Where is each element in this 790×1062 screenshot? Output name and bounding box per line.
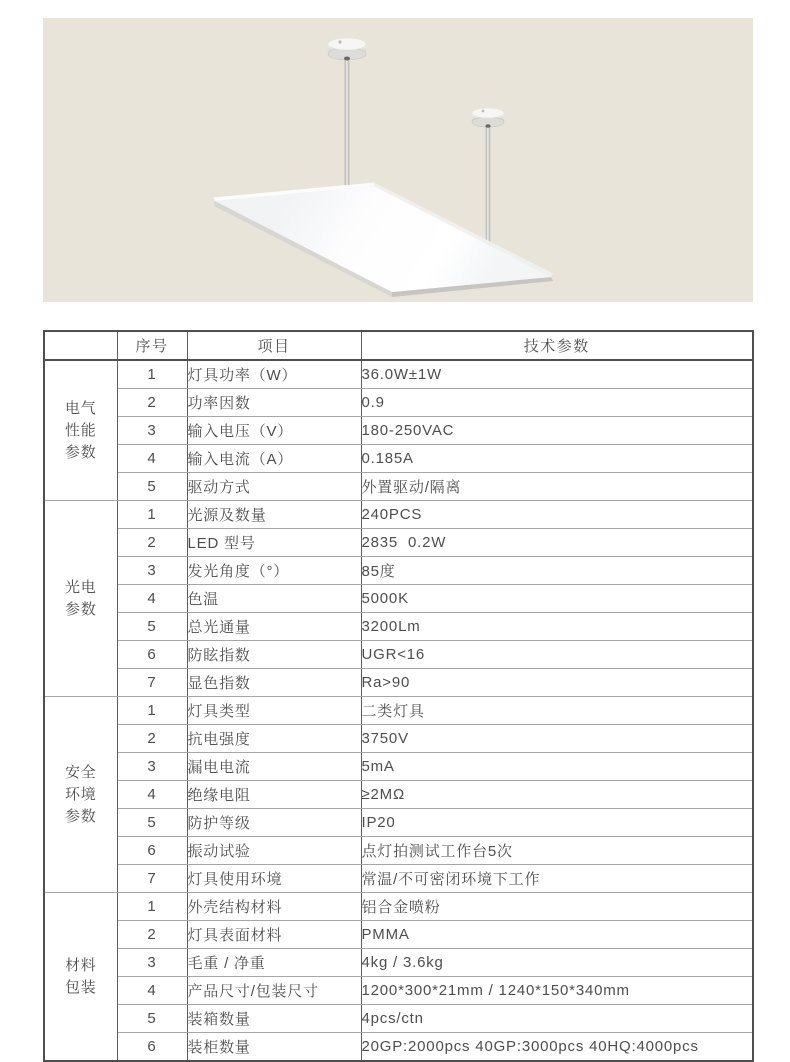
item-name-cell: 输入电压（V） — [187, 417, 361, 445]
value-cell: 0.185A — [361, 445, 753, 473]
table-row — [44, 585, 753, 613]
table-row — [44, 1033, 753, 1062]
table-row — [44, 697, 753, 725]
table-row — [44, 921, 753, 949]
item-name-cell: 显色指数 — [187, 669, 361, 697]
row-index-cell: 4 — [117, 977, 187, 1005]
spec-table — [43, 330, 754, 1062]
value-cell: 36.0W±1W — [361, 360, 753, 389]
value-cell: 4pcs/ctn — [361, 1005, 753, 1033]
value-cell: 外置驱动/隔离 — [361, 473, 753, 501]
value-cell: 5000K — [361, 585, 753, 613]
item-name-cell: 绝缘电阻 — [187, 781, 361, 809]
row-index-cell: 5 — [117, 473, 187, 501]
value-cell: 二类灯具 — [361, 697, 753, 725]
value-cell: 3750V — [361, 725, 753, 753]
table-row — [44, 781, 753, 809]
row-index-cell: 3 — [117, 753, 187, 781]
ceiling-mount-1 — [328, 38, 366, 61]
value-cell: 85度 — [361, 557, 753, 585]
item-name-cell: 外壳结构材料 — [187, 893, 361, 921]
value-cell: 20GP:2000pcs 40GP:3000pcs 40HQ:4000pcs — [361, 1033, 753, 1062]
table-row — [44, 360, 753, 389]
item-name-cell: 产品尺寸/包装尺寸 — [187, 977, 361, 1005]
header-cell-empty — [44, 331, 117, 360]
table-row — [44, 837, 753, 865]
table-row — [44, 529, 753, 557]
value-cell: 0.9 — [361, 389, 753, 417]
ceiling-mount-2 — [472, 108, 504, 128]
row-index-cell: 2 — [117, 921, 187, 949]
item-name-cell: 功率因数 — [187, 389, 361, 417]
value-cell: 2835 0.2W — [361, 529, 753, 557]
row-index-cell: 6 — [117, 1033, 187, 1062]
row-index-cell: 1 — [117, 360, 187, 389]
item-name-cell: 装箱数量 — [187, 1005, 361, 1033]
row-index-cell: 4 — [117, 585, 187, 613]
row-index-cell: 2 — [117, 529, 187, 557]
table-row — [44, 557, 753, 585]
item-name-cell: 振动试验 — [187, 837, 361, 865]
item-name-cell: 发光角度（°） — [187, 557, 361, 585]
group-label-cell: 安全 环境 参数 — [44, 697, 117, 893]
value-cell: 240PCS — [361, 501, 753, 529]
row-index-cell: 6 — [117, 837, 187, 865]
item-name-cell: 色温 — [187, 585, 361, 613]
table-row — [44, 1005, 753, 1033]
value-cell: 点灯拍测试工作台5次 — [361, 837, 753, 865]
suspension-rod-2 — [486, 116, 490, 247]
group-label-cell: 光电 参数 — [44, 501, 117, 697]
table-row — [44, 893, 753, 921]
row-index-cell: 7 — [117, 865, 187, 893]
item-name-cell: 毛重 / 净重 — [187, 949, 361, 977]
item-name-cell: 灯具功率（W） — [187, 360, 361, 389]
value-cell: UGR<16 — [361, 641, 753, 669]
row-index-cell: 7 — [117, 669, 187, 697]
item-name-cell: 灯具表面材料 — [187, 921, 361, 949]
row-index-cell: 4 — [117, 445, 187, 473]
row-index-cell: 4 — [117, 781, 187, 809]
row-index-cell: 1 — [117, 893, 187, 921]
value-cell: 1200*300*21mm / 1240*150*340mm — [361, 977, 753, 1005]
item-name-cell: 输入电流（A） — [187, 445, 361, 473]
item-name-cell: 驱动方式 — [187, 473, 361, 501]
row-index-cell: 6 — [117, 641, 187, 669]
header-cell-value: 技术参数 — [361, 331, 753, 360]
table-row — [44, 389, 753, 417]
table-row — [44, 809, 753, 837]
item-name-cell: 漏电电流 — [187, 753, 361, 781]
item-name-cell: 灯具类型 — [187, 697, 361, 725]
row-index-cell: 2 — [117, 725, 187, 753]
item-name-cell: 防眩指数 — [187, 641, 361, 669]
spec-table-body — [44, 360, 753, 1061]
led-panel-light-illustration — [43, 18, 753, 302]
value-cell: 铝合金喷粉 — [361, 893, 753, 921]
table-row — [44, 501, 753, 529]
row-index-cell: 5 — [117, 613, 187, 641]
item-name-cell: 防护等级 — [187, 809, 361, 837]
value-cell: Ra>90 — [361, 669, 753, 697]
table-row — [44, 641, 753, 669]
value-cell: 4kg / 3.6kg — [361, 949, 753, 977]
item-name-cell: 抗电强度 — [187, 725, 361, 753]
table-row — [44, 725, 753, 753]
row-index-cell: 3 — [117, 417, 187, 445]
value-cell: 180-250VAC — [361, 417, 753, 445]
table-header-row — [44, 331, 753, 360]
value-cell: PMMA — [361, 921, 753, 949]
value-cell: 5mA — [361, 753, 753, 781]
item-name-cell: 光源及数量 — [187, 501, 361, 529]
table-row — [44, 613, 753, 641]
group-label-cell: 材料 包装 — [44, 893, 117, 1062]
table-row — [44, 753, 753, 781]
item-name-cell: 总光通量 — [187, 613, 361, 641]
row-index-cell: 3 — [117, 557, 187, 585]
item-name-cell: 装柜数量 — [187, 1033, 361, 1062]
table-row — [44, 977, 753, 1005]
row-index-cell: 5 — [117, 1005, 187, 1033]
row-index-cell: 1 — [117, 697, 187, 725]
suspension-rod-1 — [345, 48, 350, 190]
header-cell-index: 序号 — [117, 331, 187, 360]
item-name-cell: 灯具使用环境 — [187, 865, 361, 893]
value-cell: 常温/不可密闭环境下工作 — [361, 865, 753, 893]
header-cell-item: 项目 — [187, 331, 361, 360]
item-name-cell: LED 型号 — [187, 529, 361, 557]
table-row — [44, 417, 753, 445]
row-index-cell: 3 — [117, 949, 187, 977]
table-row — [44, 865, 753, 893]
row-index-cell: 5 — [117, 809, 187, 837]
table-row — [44, 473, 753, 501]
row-index-cell: 2 — [117, 389, 187, 417]
value-cell: IP20 — [361, 809, 753, 837]
value-cell: ≥2MΩ — [361, 781, 753, 809]
table-row — [44, 669, 753, 697]
row-index-cell: 1 — [117, 501, 187, 529]
group-label-cell: 电气 性能 参数 — [44, 360, 117, 501]
value-cell: 3200Lm — [361, 613, 753, 641]
product-photo — [43, 18, 753, 302]
table-row — [44, 445, 753, 473]
table-row — [44, 949, 753, 977]
